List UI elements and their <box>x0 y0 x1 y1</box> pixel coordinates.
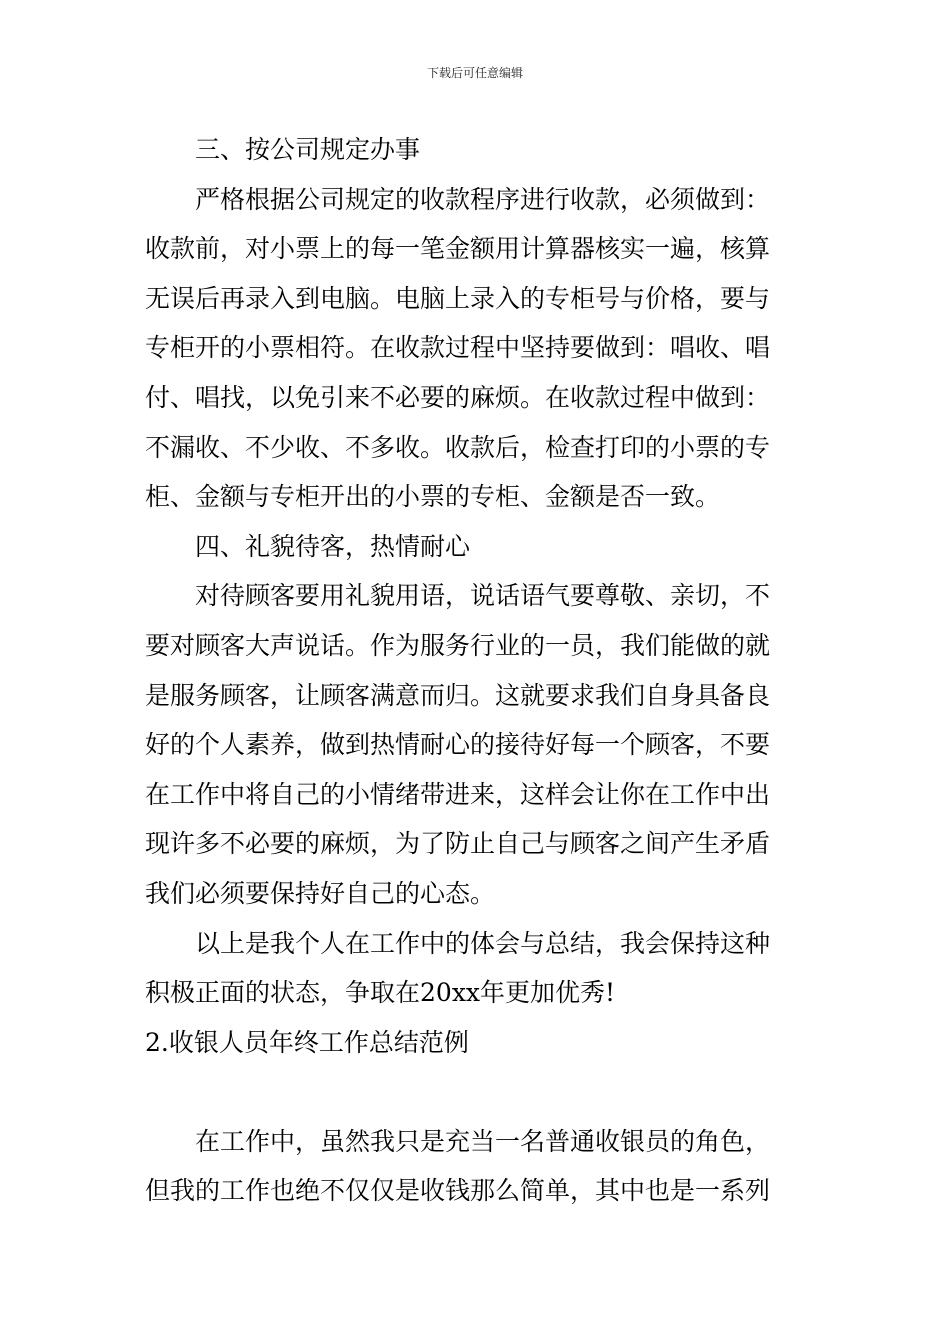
body-text <box>145 125 810 1216</box>
header-note: 下载后可任意编辑 <box>426 66 523 80</box>
paragraph-line: 现许多不必要的麻烦，为了防止自己与顾客之间产生矛盾 <box>145 829 771 859</box>
blank-line <box>145 1067 810 1117</box>
paragraph-line: 柜、金额与专柜开出的小票的专柜、金额是否一致。 <box>145 482 721 512</box>
paragraph-line: 要对顾客大声说话。作为服务行业的一员，我们能做的就 <box>145 630 771 660</box>
paragraph-line: 专柜开的小票相符。在收款过程中坚持要做到：唱收、唱 <box>145 333 771 363</box>
section-heading-4: 四、礼貌待客，热情耐心 <box>195 531 471 561</box>
section-heading-3: 三、按公司规定办事 <box>195 135 421 164</box>
article-title: 2.收银人员年终工作总结范例 <box>145 1027 469 1057</box>
paragraph-line: 在工作中将自己的小情绪带进来，这样会让你在工作中出 <box>145 779 771 809</box>
paragraph-line: 在工作中，虽然我只是充当一名普通收银员的角色， <box>195 1126 771 1156</box>
paragraph-line: 无误后再录入到电脑。电脑上录入的专柜号与价格，要与 <box>145 283 771 313</box>
paragraph-line: 是服务顾客，让顾客满意而归。这就要求我们自身具备良 <box>145 680 771 710</box>
paragraph-line: 收款前，对小票上的每一笔金额用计算器核实一遍，核算 <box>145 234 771 264</box>
paragraph-line: 不漏收、不少收、不多收。收款后，检查打印的小票的专 <box>145 432 771 462</box>
paragraph-line: 严格根据公司规定的收款程序进行收款，必须做到： <box>195 184 771 214</box>
paragraph-line: 积极正面的状态，争取在20xx年更加优秀! <box>145 978 616 1008</box>
paragraph-line: 对待顾客要用礼貌用语，说话语气要尊敬、亲切，不 <box>195 581 771 611</box>
paragraph-line: 但我的工作也绝不仅仅是收钱那么简单，其中也是一系列 <box>145 1176 771 1206</box>
paragraph-line: 付、唱找，以免引来不必要的麻烦。在收款过程中做到： <box>145 382 771 412</box>
paragraph-line: 我们必须要保持好自己的心态。 <box>145 878 496 908</box>
paragraph-line: 以上是我个人在工作中的体会与总结，我会保持这种 <box>195 928 771 958</box>
paragraph-line: 好的个人素养，做到热情耐心的接待好每一个顾客，不要 <box>145 730 771 760</box>
